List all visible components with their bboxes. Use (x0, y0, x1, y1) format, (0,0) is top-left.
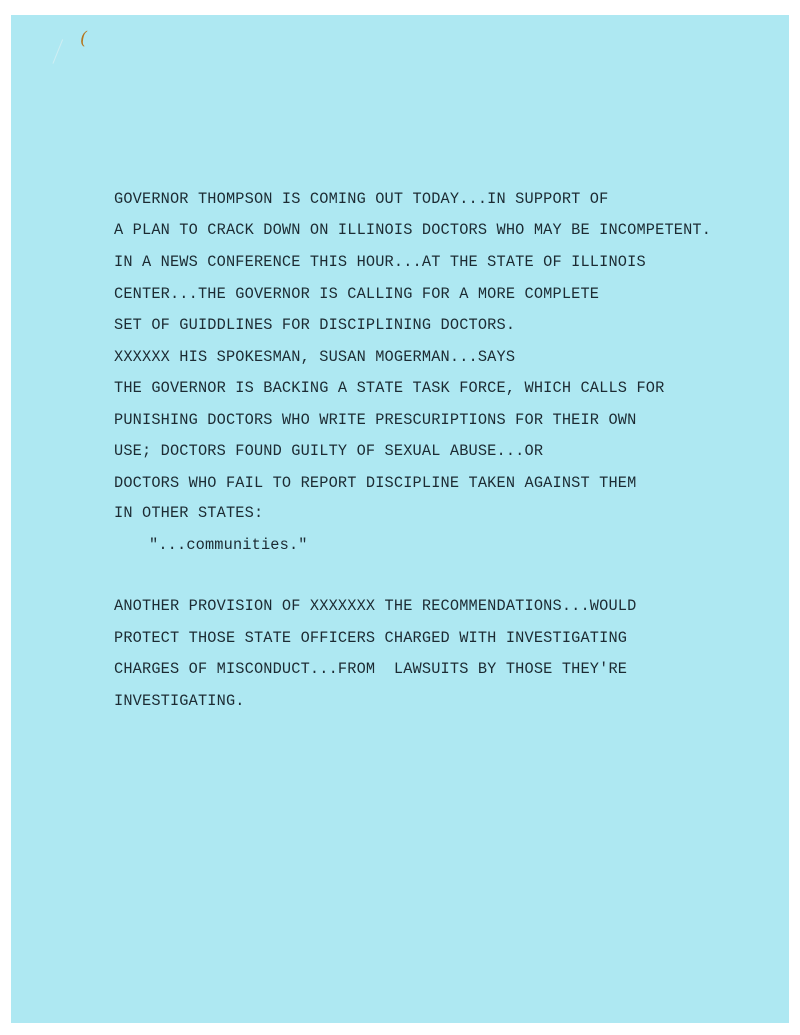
paragraph1-line-6: XXXXXX HIS SPOKESMAN, SUSAN MOGERMAN...SAYS (114, 348, 516, 366)
paragraph1-line-9: USE; DOCTORS FOUND GUILTY OF SEXUAL ABUSE...OR (114, 442, 544, 460)
handwritten-mark: ( (80, 28, 88, 49)
paragraph1-line-3: IN A NEWS CONFERENCE THIS HOUR...AT THE STATE OF ILLINOIS (114, 253, 646, 271)
paragraph1-line-4: CENTER...THE GOVERNOR IS CALLING FOR A MORE COMPLETE (114, 285, 600, 303)
paragraph2-line-4: INVESTIGATING. (114, 692, 245, 710)
paragraph1-line-10: DOCTORS WHO FAIL TO REPORT DISCIPLINE TAKEN AGAINST THEM (114, 474, 637, 492)
paragraph1-line-7: THE GOVERNOR IS BACKING A STATE TASK FORCE, WHICH CALLS FOR (114, 379, 665, 397)
paragraph2-line-1: ANOTHER PROVISION OF XXXXXXX THE RECOMMENDATIONS...WOULD (114, 597, 637, 615)
quote-line: "...communities." (149, 536, 308, 554)
paragraph1-line-8: PUNISHING DOCTORS WHO WRITE PRESCURIPTIONS FOR THEIR OWN (114, 411, 637, 429)
paragraph1-line-2: A PLAN TO CRACK DOWN ON ILLINOIS DOCTORS WHO MAY BE INCOMPETENT. (114, 221, 712, 239)
paragraph1-line-11: IN OTHER STATES: (114, 504, 264, 522)
paragraph1-line-5: SET OF GUIDDLINES FOR DISCIPLINING DOCTORS. (114, 316, 516, 334)
paragraph1-line-1: GOVERNOR THOMPSON IS COMING OUT TODAY...IN SUPPORT OF (114, 190, 609, 208)
paragraph2-line-2: PROTECT THOSE STATE OFFICERS CHARGED WITH INVESTIGATING (114, 629, 628, 647)
paragraph2-line-3: CHARGES OF MISCONDUCT...FROM LAWSUITS BY THOSE THEY'RE (114, 660, 628, 678)
